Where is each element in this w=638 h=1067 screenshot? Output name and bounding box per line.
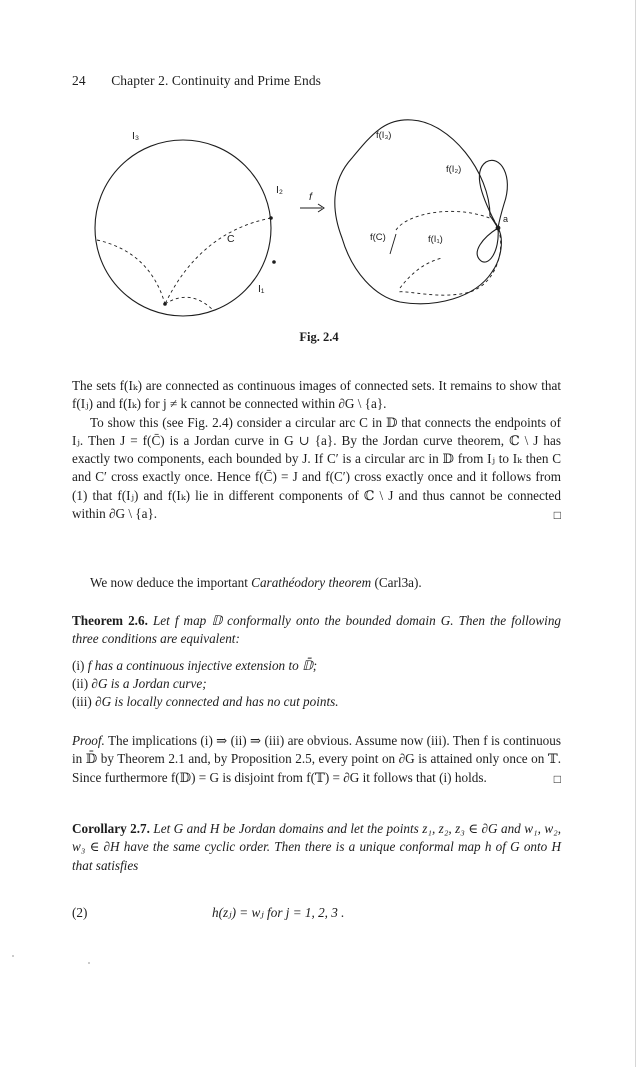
theorem-text: Let f map 𝔻 conformally onto the bounded domain G. Then the following three conditions are equivalent: — [72, 613, 562, 647]
text-block-2 — [72, 574, 561, 592]
scan-speck — [12, 955, 14, 957]
curve-f-C-lower — [400, 258, 442, 288]
equation-number: (2) — [72, 905, 88, 920]
corollary-label: Corollary 2.7. — [72, 821, 150, 836]
list-item — [72, 675, 561, 693]
paragraph-caratheodory — [72, 574, 561, 592]
label-I1: I₁ — [258, 283, 265, 295]
figure-2-4 — [90, 112, 550, 327]
label-a: a — [503, 214, 509, 224]
proof-block — [72, 732, 561, 788]
loop-f-I1 — [477, 228, 498, 262]
text-block-1 — [72, 377, 561, 524]
qed-symbol: □ — [553, 508, 561, 523]
corollary-text: Let G and H be Jordan domains and let the points z₁, z₂, z₃ ∈ ∂G and w₁, w₂, w₃ ∈ ∂H have the same cyclic order. Then there is a unique conformal map h of G onto H that satisfies — [72, 821, 561, 873]
list-item — [72, 657, 561, 675]
corollary-2-7 — [72, 820, 561, 875]
point-a — [496, 226, 501, 231]
label-I3: I₃ — [132, 130, 140, 142]
label-f: f — [309, 191, 312, 203]
condition-number: (ii) — [72, 675, 89, 691]
endpoint-dot — [272, 260, 276, 264]
qed-symbol: □ — [553, 771, 561, 786]
condition-number: (i) — [72, 657, 85, 673]
caratheodory-intro: We now deduce the important — [90, 575, 252, 590]
condition-text: f has a continuous injective extension to 𝔻̄; — [87, 657, 318, 673]
proof-text-paragraph — [72, 732, 561, 787]
equation-body: h(zⱼ) = wⱼ for j = 1, 2, 3 . — [212, 905, 345, 920]
figure-caption: Fig. 2.4 — [299, 330, 339, 344]
proof-label: Proof. — [72, 733, 105, 748]
condition-number: (iii) — [72, 694, 92, 710]
arc-lower-dashed — [165, 297, 213, 310]
condition-text: ∂G is locally connected and has no cut points. — [95, 694, 339, 710]
image-domain-boundary — [335, 120, 502, 304]
endpoint-dot — [269, 216, 273, 220]
page-edge — [635, 0, 636, 1067]
f-C-pointer — [390, 234, 396, 254]
label-I2: I₂ — [276, 184, 283, 196]
unit-disk-circle — [95, 140, 271, 316]
paragraph-connected-sets: The sets f(Iₖ) are connected as continuous images of connected sets. It remains to show that f(Iⱼ) and f(Iₖ) for j ≠ k cannot be connected within ∂G \ {a}. — [72, 378, 561, 412]
theorem-label: Theorem 2.6. — [72, 613, 148, 628]
paragraph-jordan-curve-text: To show this (see Fig. 2.4) consider a circular arc C in 𝔻 that connects the endpoints of Iⱼ. Then J = f(C̄) is a Jordan curve in G ∪ {a}. By the Jordan curve theorem, ℂ \ J has exactly two components, each bounded by J. If C′ is a circular arc in 𝔻 from Iⱼ to Iₖ then C and C′ cross exactly once. Hence f(C̄) = J and f(C′) cross exactly once and it follows from (1) that f(Iⱼ) and f(Iₖ) lie in different components of ℂ \ J and thus cannot be connected within ∂G \ {a}. — [72, 414, 561, 522]
page-number: 24 — [72, 73, 86, 88]
label-f-I1: f(I₁) — [428, 234, 443, 245]
label-f-I3: f(I₃) — [376, 130, 392, 141]
running-head — [72, 73, 321, 89]
label-f-C: f(C) — [370, 232, 386, 243]
arc-c-prime-dashed — [165, 218, 271, 304]
chapter-title: Chapter 2. Continuity and Prime Ends — [111, 73, 322, 88]
paragraph-jordan-curve — [72, 414, 561, 524]
label-f-I2: f(I₂) — [446, 164, 462, 175]
list-item — [72, 693, 561, 711]
proof-text: The implications (i) ⇒ (ii) ⇒ (iii) are obvious. Assume now (iii). Then f is continuous in 𝔻̄ by Theorem 2.1 and, by Proposition 2.5, every point on ∂G is attained only once on 𝕋. Since furthermore f(𝔻) = G is disjoint from f(𝕋) = ∂G it follows that (i) holds. — [72, 733, 562, 785]
condition-list — [72, 657, 561, 712]
condition-text: ∂G is a Jordan curve; — [91, 675, 207, 691]
corollary-statement — [72, 820, 561, 875]
curve-f-C-dashed — [396, 211, 501, 295]
theorem-2-6 — [72, 612, 561, 711]
theorem-statement — [72, 612, 561, 649]
map-arrow — [300, 204, 324, 212]
endpoint-dot — [163, 302, 167, 306]
label-C: C — [227, 233, 235, 245]
caratheodory-name: Carathéodory theorem — [251, 575, 372, 590]
scan-speck — [88, 962, 90, 964]
caratheodory-citation: (Carl3a). — [371, 575, 422, 590]
